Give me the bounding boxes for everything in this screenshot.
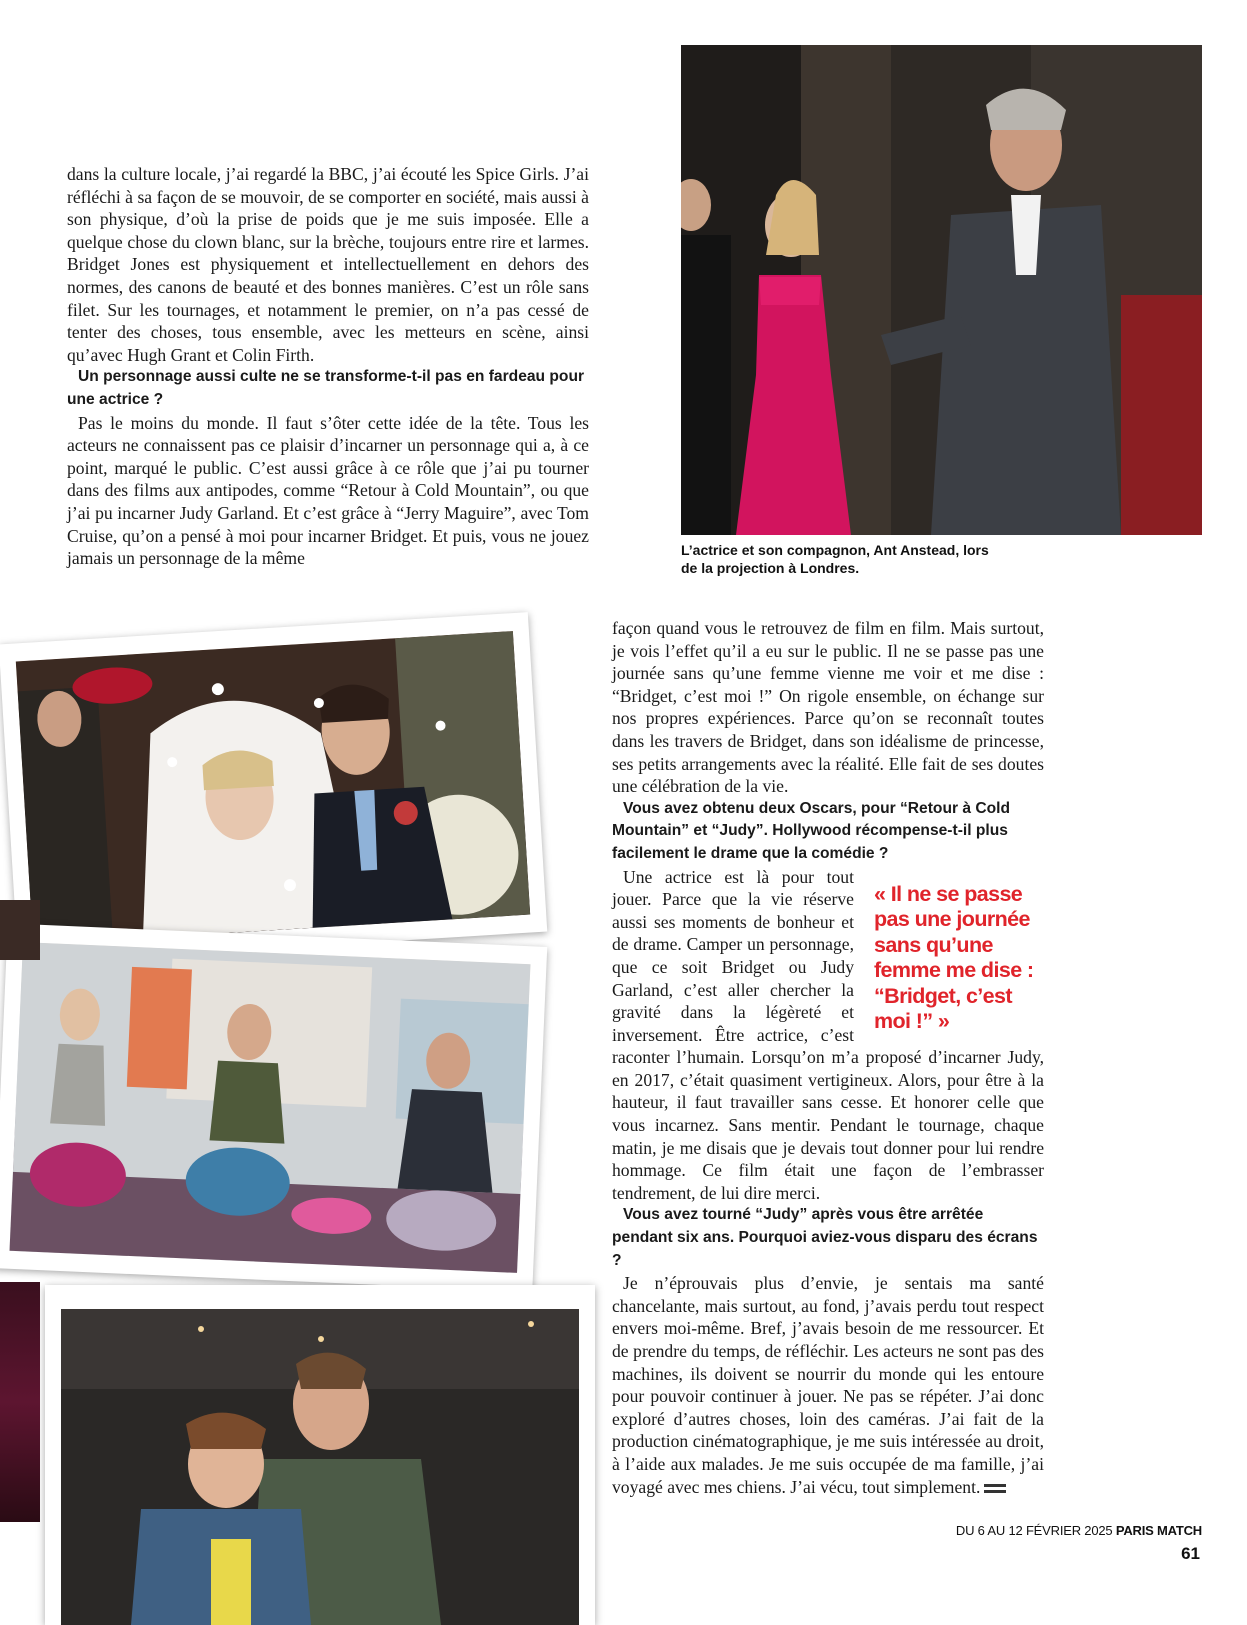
photo-studio	[10, 942, 531, 1273]
photo-wedding-frame	[0, 612, 547, 964]
photo-couple-illustration	[61, 1309, 579, 1625]
adjacent-photo-sliver	[0, 1282, 40, 1522]
body-paragraph: Pas le moins du monde. Il faut s’ôter cette idée de la tête. Tous les acteurs ne connaissent pas ce plaisir d’incarner un personnage qui a, à ce point, marqué le public. C’est aussi grâce à ce rôle que j’ai pu tourner dans des films aux antipodes, comme “Retour à Cold Mountain”, ou que j’ai pu incarner Judy Garland. Et c’est grâce à “Jerry Maguire”, avec Tom Cruise, qu’on a pensé à moi pour incarner Bridget. Et puis, vous ne jouez jamais un personnage de la même	[67, 412, 589, 569]
interview-question: Vous avez obtenu deux Oscars, pour “Retour à Cold Mountain” et “Judy”. Hollywood récompense-t-il plus facilement le drame que la comédie ?	[612, 799, 1011, 862]
photo-premiere	[681, 45, 1202, 535]
closing-paragraph-text: Je n’éprouvais plus d’envie, je sentais ma santé chancelante, mais surtout, au fond, j’avais perdu tout respect envers moi-même. Bref, j’avais besoin de me ressourcer. Et de prendre du temps, de réfléchir. Les acteurs ne sont pas des machines, ils doivent se nourrir du monde qui les entoure pour pouvoir continuer à jouer. Ne pas se répéter. J’ai donc exploré d’autres choses, loin des caméras. J’ai fait de la production cinématographique, je me suis intéressée au droit, à l’aide aux malades. Je me suis occupée de ma famille, j’ai voyagé avec mes chiens. J’ai vécu, tout simplement.	[612, 1273, 1044, 1497]
page-number: 61	[1181, 1544, 1200, 1563]
photo-wedding-illustration	[16, 631, 530, 945]
photo-couple	[61, 1309, 579, 1625]
body-paragraph	[612, 1272, 1044, 1498]
pull-quote: « Il ne se passe pas une journée sans qu’une femme me dise : “Bridget, c’est moi !” »	[874, 881, 1034, 1034]
footer-issue-line	[956, 1523, 1202, 1538]
photo-premiere-illustration	[681, 45, 1202, 535]
article-column-right	[612, 617, 1044, 1498]
article-column-top	[67, 163, 589, 570]
photo-couple-frame	[45, 1285, 595, 1625]
body-paragraph: dans la culture locale, j’ai regardé la BBC, j’ai écouté les Spice Girls. J’ai réfléchi à sa façon de se mouvoir, de se comporter en société, mais aussi à son physique, d’où la prise de poids que je me suis imposée. Elle a quelque chose du clown blanc, sur la brèche, toujours entre rire et larmes. Bridget Jones est physiquement et intellectuellement en dehors des normes, des canons de beauté et des bonnes manières. C’est un rôle sans filet. Sur les tournages, et notamment le premier, on n’a pas cessé de tenter des choses, tous ensemble, avec les metteurs en scène, ainsi qu’avec Hugh Grant et Colin Firth.	[67, 164, 589, 365]
photo-wedding	[16, 631, 530, 945]
magazine-name: PARIS MATCH	[1115, 1523, 1202, 1538]
adjacent-photo-sliver	[0, 900, 40, 960]
photo-studio-frame	[0, 923, 547, 1291]
photo-caption: L’actrice et son compagnon, Ant Anstead, lors de la projection à Londres.	[681, 542, 989, 576]
interview-question: Vous avez tourné “Judy” après vous être arrêtée pendant six ans. Pourquoi aviez-vous disparu des écrans ?	[612, 1206, 1038, 1269]
end-of-article-icon	[984, 1484, 1006, 1493]
body-paragraph: façon quand vous le retrouvez de film en film. Mais surtout, je vois l’effet qu’il a eu sur le public. Il ne se passe pas une journée sans qu’une femme vienne me voir et me dise : “Bridget, c’est moi !” On rigole ensemble, on échange sur nos propres expériences. Parce qu’on se reconnaît toutes dans les travers de Bridget, dans son idéalisme de princesse, ses petits arrangements avec la réalité. Elle fait de ses doutes une célébration de la vie.	[612, 618, 1044, 797]
answer-with-pullquote	[612, 866, 1044, 1205]
interview-question: Un personnage aussi culte ne se transforme-t-il pas en fardeau pour une actrice ?	[67, 368, 585, 408]
body-paragraph: Une actrice est là pour tout jouer. Parce que la vie réserve aussi ses moments de bonheur et de drame. Camper un personnage, que ce soit Bridget ou Judy Garland, c’est aller chercher la gravité dans la légèreté et inversement. Être actrice, c’est raconter l’humain. Lorsqu’on m’a proposé d’incarner Judy, en 2017, c’était quasiment vertigineux. Alors, pour être à la hauteur, il faut travailler sans cesse. Et honorer celle que vous incarnez. Sans mentir. Pendant le tournage, chaque matin, je me disais que je devais tout donner pour lui rendre hommage. Ce film était une façon de l’embrasser tendrement, de lui dire merci.	[612, 866, 1044, 1203]
issue-dates: DU 6 AU 12 FÉVRIER 2025	[955, 1523, 1113, 1538]
photo-studio-illustration	[10, 942, 531, 1273]
